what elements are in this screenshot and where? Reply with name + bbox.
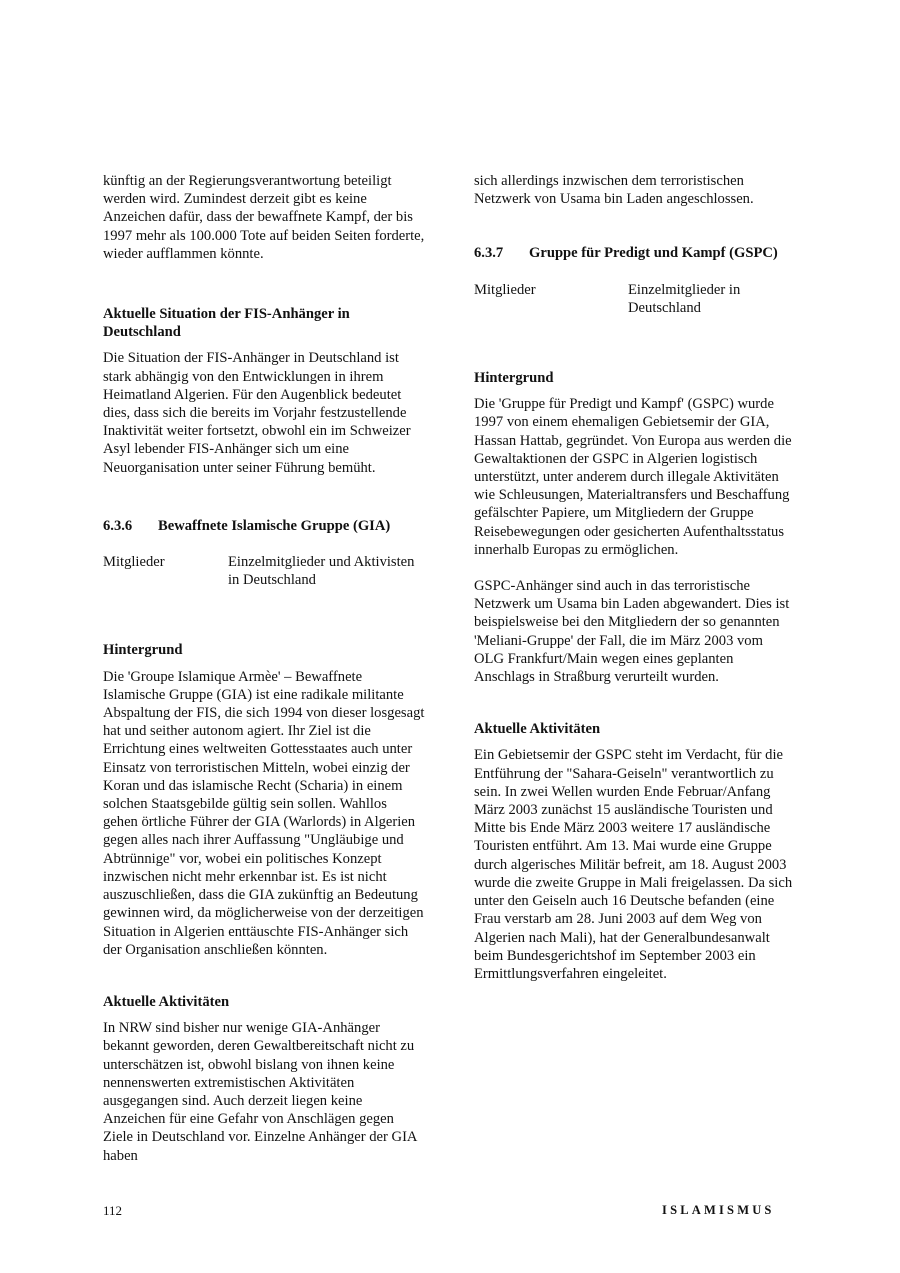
running-title: ISLAMISMUS bbox=[662, 1203, 775, 1217]
gspc-members-label: Mitglieder bbox=[474, 281, 536, 298]
gia-members-value: Einzelmitglieder und Aktivisten in Deutschland bbox=[228, 554, 415, 589]
gspc-activities-heading: Aktuelle Aktivitäten bbox=[474, 721, 601, 738]
intro-paragraph: künftig an der Regierungsverantwortung beteiligt werden wird. Zumindest derzeit gibt es keine Anzeichen dafür, dass der bewaffnete Kampf, der bis 1997 mehr als 100.000 Tote auf beiden Seiten forderte, wieder aufflammen könnte. bbox=[103, 173, 425, 262]
gspc-background-paragraph-1: Die 'Gruppe für Predigt und Kampf' (GSPC) wurde 1997 von einem ehemaligen Gebietsemir der GIA, Hassan Hattab, gegründet. Von Europa aus werden die Gewaltaktionen der GSPC in Algerien logistisch unterstützt, unter anderem durch illegale Aktivitäten wie Schleusungen, Materialtransfers und Beschaffung gefälschter Papiere, um Mitgliedern der Gruppe Reisebewegungen oder gesicherten Aufenthaltsstatus innerhalb Europas zu ermöglichen. bbox=[474, 396, 792, 558]
gia-background-paragraph: Die 'Groupe Islamique Armèe' – Bewaffnete Islamische Gruppe (GIA) ist eine radikale militante Abspaltung der FIS, die sich 1994 von dieser losgesagt hat und seither autonom agiert. Ihr Ziel ist die Errichtung eines weltweiten Gottesstaates auch unter Einsatz von terroristischen Mitteln, wobei einzig der Koran und das islamische Recht (Scharia) in einem solchen Staatsgebilde gültig sein sollen. Wahllos gehen örtliche Führer der GIA (Warlords) in Algerien gegen alles nach ihrer Auffassung "Ungläubige und Abtrünnige" vor, wobei ein politisches Konzept inzwischen nicht mehr erkennbar ist. Es ist nicht auszuschließen, dass die GIA zukünftig an Bedeutung gewinnen wird, da möglicherweise von der derzeitigen Situation in Algerien enttäuschte FIS-Anhänger sich der Organisation anschließen könnten. bbox=[103, 668, 425, 958]
gspc-background-paragraph-2: GSPC-Anhänger sind auch in das terroristische Netzwerk um Usama bin Laden abgewandert. Dies ist beispielsweise bei den Mitgliedern der so genannten 'Meliani-Gruppe' der Fall, die im März 2003 vom OLG Frankfurt/Main wegen eines geplanten Anschlags in Straßburg verurteilt wurden. bbox=[474, 578, 790, 686]
gia-section-number: 6.3.6 bbox=[103, 517, 133, 534]
gspc-activities-paragraph: Ein Gebietsemir der GSPC steht im Verdacht, für die Entführung der "Sahara-Geiseln" verantwortlich zu sein. In zwei Wellen wurden Ende Februar/Anfang März 2003 zunächst 15 ausländische Touristen und Mitte bis Ende März 2003 weitere 17 ausländische Touristen entführt. Am 13. Mai wurde eine Gruppe durch algerisches Militär befreit, am 18. August 2003 wurde die zweite Gruppe in Mali freigelassen. Da sich unter den Geiseln auch 16 Deutsche befanden (eine Frau verstarb am 28. Juni 2003 auf dem Weg von Algerien nach Mali), hat der Generalbundesanwalt beim Bundesgerichtshof im September 2003 ein Ermittlungsverfahren eingeleitet. bbox=[474, 747, 793, 982]
gia-members-row bbox=[103, 553, 425, 589]
gia-activities-paragraph: In NRW sind bisher nur wenige GIA-Anhänger bekannt geworden, deren Gewaltbereitschaft nicht zu unterschätzen ist, obwohl bislang von ihnen keine nennenswerten extremistischen Aktivitäten ausgegangen sind. Auch derzeit liegen keine Anzeichen für eine Gefahr von Anschlägen gegen Ziele in Deutschland vor. Einzelne Anhänger der GIA haben bbox=[103, 1020, 417, 1164]
left-column bbox=[103, 172, 425, 1165]
gspc-section-number: 6.3.7 bbox=[474, 245, 504, 262]
gia-members-label: Mitglieder bbox=[103, 554, 165, 571]
gspc-members-row bbox=[474, 281, 796, 317]
fis-heading: Aktuelle Situation der FIS-Anhänger in Deutschland bbox=[103, 306, 350, 341]
gspc-section-title: Gruppe für Predigt und Kampf (GSPC) bbox=[529, 245, 778, 262]
gspc-members-value: Einzelmitglieder in Deutschland bbox=[628, 281, 741, 316]
right-column bbox=[474, 172, 796, 983]
gspc-background-heading: Hintergrund bbox=[474, 370, 554, 387]
gia-background-heading: Hintergrund bbox=[103, 642, 183, 659]
continuation-paragraph: sich allerdings inzwischen dem terroristischen Netzwerk von Usama bin Laden angeschlossen. bbox=[474, 173, 754, 208]
gspc-section-heading bbox=[474, 244, 796, 262]
gia-section-title: Bewaffnete Islamische Gruppe (GIA) bbox=[158, 517, 391, 534]
fis-paragraph: Die Situation der FIS-Anhänger in Deutschland ist stark abhängig von den Entwicklungen in ihrem Heimatland Algerien. Für den Augenblick bedeutet dies, dass sich die bereits im Vorjahr festzustellende Inaktivität weiter fortsetzt, obwohl ein im Schweizer Asyl lebender FIS-Anhänger sich um eine Neuorganisation unter seiner Führung bemüht. bbox=[103, 350, 411, 476]
gia-activities-heading: Aktuelle Aktivitäten bbox=[103, 993, 230, 1010]
page-number: 112 bbox=[103, 1203, 123, 1218]
gia-section-heading bbox=[103, 517, 425, 535]
